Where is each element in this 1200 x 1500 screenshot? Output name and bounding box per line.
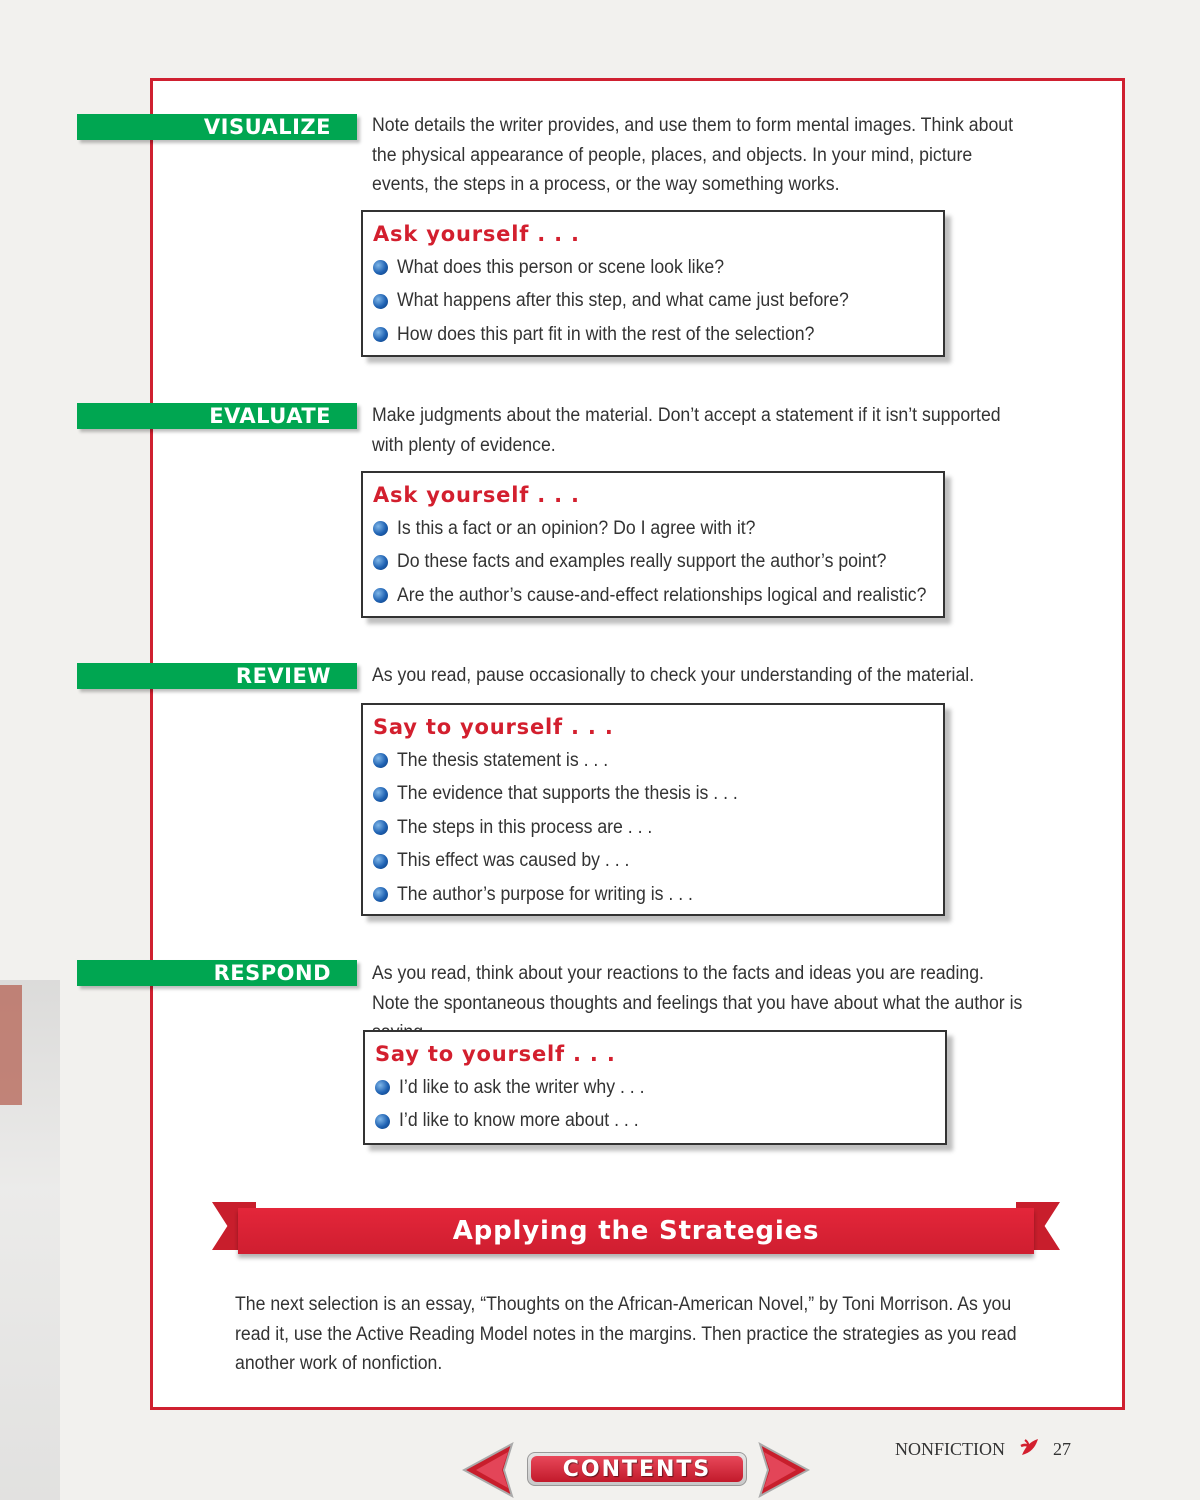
contents-button[interactable] <box>527 1452 747 1486</box>
list-item: What does this person or scene look like? <box>373 251 933 285</box>
respond-description: As you read, think about your reactions to the facts and ideas you are reading. Note the spontaneous thoughts and feelings that you have about what the author is <box>372 963 1023 1014</box>
tab-evaluate: EVALUATE <box>77 403 357 429</box>
box-heading: Ask yourself . . . <box>373 483 580 507</box>
review-description: As you read, pause occasionally to check your understanding of the material. <box>372 665 975 686</box>
list-item: What happens after this step, and what came just before? <box>373 285 933 319</box>
tab-visualize: VISUALIZE <box>77 114 357 140</box>
box-heading: Ask yourself . . . <box>373 222 580 246</box>
bullet-icon <box>373 820 388 835</box>
bullet-icon <box>375 1114 390 1129</box>
bullet-icon <box>373 854 388 869</box>
list-item: The evidence that supports the thesis is . . . <box>373 778 933 812</box>
list-item: I’d like to ask the writer why . . . <box>375 1071 935 1105</box>
page-footer <box>895 1436 1071 1463</box>
box-heading: Say to yourself . . . <box>375 1042 616 1066</box>
bullet-icon <box>373 555 388 570</box>
section-label: NONFICTION <box>895 1439 1005 1459</box>
list-item: I’d like to know more about . . . <box>375 1105 935 1139</box>
list-item: This effect was caused by . . . <box>373 845 933 879</box>
applying-title: Applying the Strategies <box>238 1208 1034 1254</box>
bullet-icon <box>373 327 388 342</box>
bullet-icon <box>373 588 388 603</box>
list-item: Are the author’s cause-and-effect relationships logical and realistic? <box>373 579 933 613</box>
evaluate-description: Make judgments about the material. Don’t accept a statement if it isn’t supported with plenty of evidence. <box>372 405 1001 456</box>
applying-banner <box>212 1200 1060 1260</box>
list-item: The author’s purpose for writing is . . . <box>373 878 933 912</box>
list-item: How does this part fit in with the rest of the selection? <box>373 318 933 352</box>
tab-respond: RESPOND <box>77 960 357 986</box>
contents-label: CONTENTS <box>531 1456 743 1482</box>
respond-statement-box <box>363 1030 947 1145</box>
previous-page-button[interactable] <box>462 1442 514 1500</box>
list-item: The steps in this process are . . . <box>373 811 933 845</box>
box-heading: Say to yourself . . . <box>373 715 614 739</box>
visualize-description: Note details the writer provides, and use them to form mental images. Think about the physical appearance of people, places, and objects. In your mind, picture events, the steps in a process, or the way something works. <box>372 115 1014 195</box>
bullet-icon <box>373 753 388 768</box>
review-statement-box <box>361 703 945 916</box>
background-decoration-accent <box>0 985 22 1105</box>
bullet-icon <box>375 1080 390 1095</box>
bullet-icon <box>373 521 388 536</box>
bullet-icon <box>373 294 388 309</box>
evaluate-question-box <box>361 471 945 618</box>
bullet-icon <box>373 787 388 802</box>
next-page-button[interactable] <box>758 1442 810 1500</box>
bullet-icon <box>373 887 388 902</box>
list-item: The thesis statement is . . . <box>373 744 933 778</box>
tab-review: REVIEW <box>77 663 357 689</box>
bullet-icon <box>373 260 388 275</box>
red-leaf-icon <box>1019 1436 1041 1463</box>
applying-text: The next selection is an essay, “Thoughts on the African-American Novel,” by Toni Morrison. As you read it, use the Active Reading Model notes in the margins. Then practice the strategies as you read another work of nonfiction. <box>235 1294 1017 1374</box>
list-item: Do these facts and examples really support the author’s point? <box>373 546 933 580</box>
list-item: Is this a fact or an opinion? Do I agree with it? <box>373 512 933 546</box>
visualize-question-box <box>361 210 945 357</box>
page-number: 27 <box>1053 1439 1071 1459</box>
